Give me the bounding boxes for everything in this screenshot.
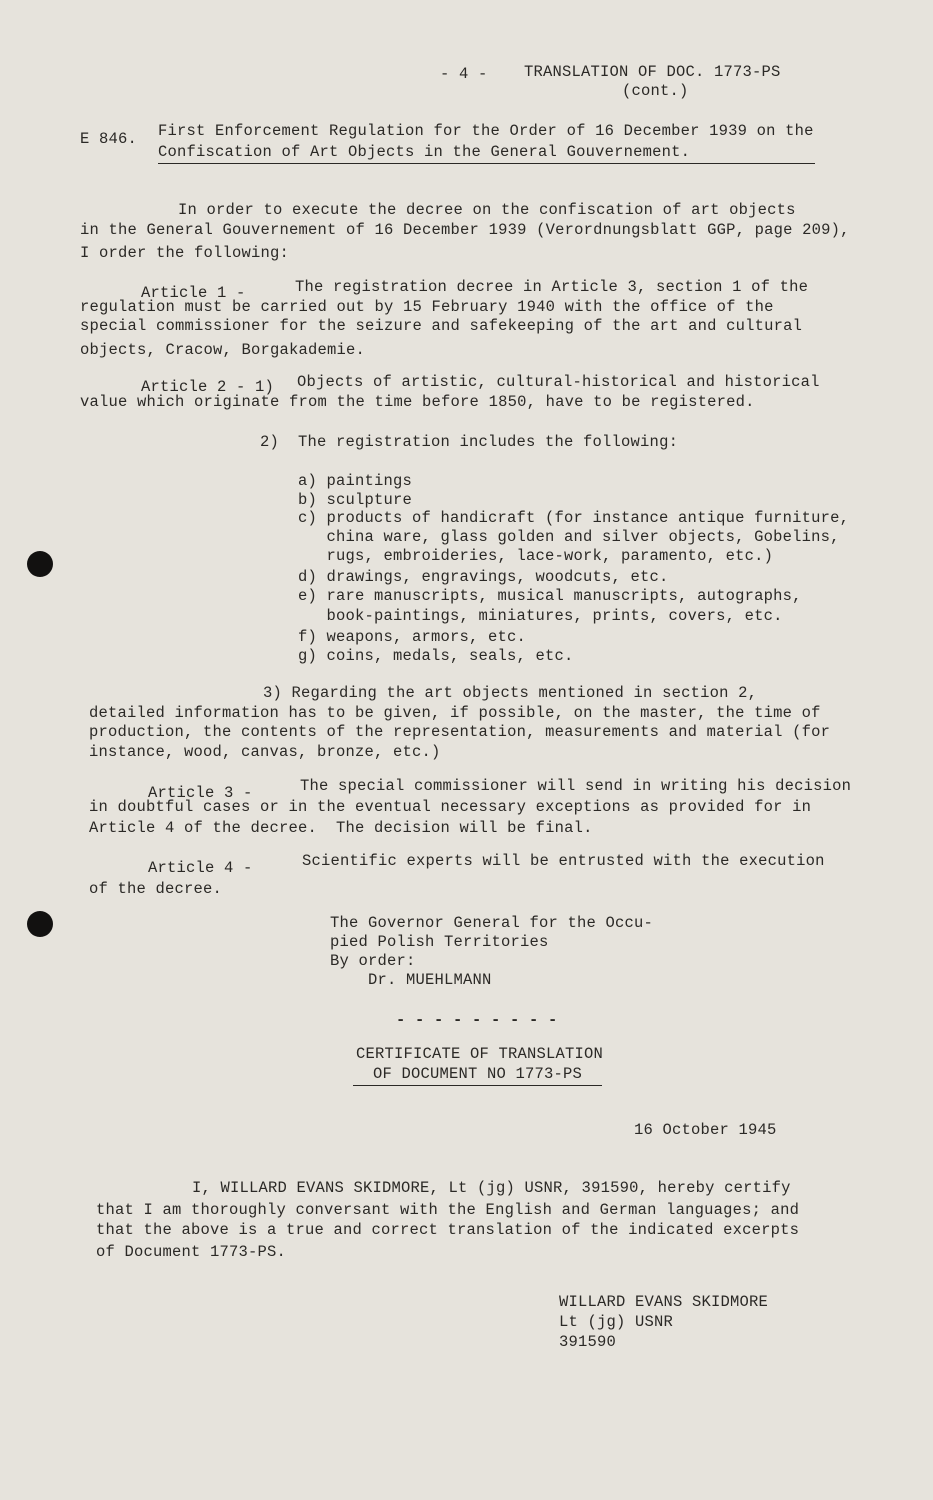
article1-line2: regulation must be carried out by 15 February 1940 with the office of the (80, 298, 774, 316)
certificate-date: 16 October 1945 (634, 1121, 777, 1139)
exhibit-reference: E 846. (80, 130, 138, 148)
article1-line3: special commissioner for the seizure and safekeeping of the art and cultural (80, 317, 803, 335)
article2-section3-line4: instance, wood, canvas, bronze, etc.) (89, 743, 441, 761)
certificate-title-line2: OF DOCUMENT NO 1773-PS (353, 1064, 602, 1086)
signature-line2: pied Polish Territories (330, 933, 549, 951)
article2-section3-line1: 3) Regarding the art objects mentioned in section 2, (263, 684, 758, 702)
item-f: f) weapons, armors, etc. (298, 628, 527, 646)
item-c-line1: c) products of handicraft (for instance antique furniture, (298, 509, 850, 527)
signature-line4: Dr. MUEHLMANN (330, 971, 492, 989)
certificate-title-line1: CERTIFICATE OF TRANSLATION (356, 1045, 604, 1063)
intro-line3: I order the following: (80, 244, 290, 262)
document-title-cont: (cont.) (622, 82, 689, 100)
signer-number: 391590 (559, 1333, 617, 1351)
article2-section3-line3: production, the contents of the representation, measurements and material (for (89, 723, 831, 741)
item-d: d) drawings, engravings, woodcuts, etc. (298, 568, 669, 586)
article3-line3: Article 4 of the decree. The decision will be final. (89, 819, 593, 837)
punch-hole-top (27, 551, 53, 577)
intro-line1: In order to execute the decree on the confiscation of art objects (178, 201, 796, 219)
regulation-title-line2: Confiscation of Art Objects in the General Gouvernement. (158, 142, 815, 164)
certificate-line4: of Document 1773-PS. (96, 1243, 287, 1261)
item-c-line3: rugs, embroideries, lace-work, paramento, etc.) (298, 547, 774, 565)
regulation-title-line1: First Enforcement Regulation for the Order of 16 December 1939 on the (158, 122, 814, 140)
article2-label: Article 2 - 1) (141, 378, 275, 396)
item-g: g) coins, medals, seals, etc. (298, 647, 574, 665)
article3-line1: The special commissioner will send in writing his decision (300, 777, 852, 795)
signature-line1: The Governor General for the Occu- (330, 914, 654, 932)
article4-line2: of the decree. (89, 880, 223, 898)
article4-label: Article 4 - (148, 859, 253, 877)
item-a: a) paintings (298, 472, 413, 490)
signer-rank: Lt (jg) USNR (559, 1313, 674, 1331)
article2-section2: 2) The registration includes the following: (260, 433, 679, 451)
article1-label: Article 1 - (141, 284, 246, 302)
article4-line1: Scientific experts will be entrusted with the execution (302, 852, 825, 870)
article1-line4: objects, Cracow, Borgakademie. (80, 341, 366, 359)
article3-line2: in doubtful cases or in the eventual necessary exceptions as provided for in (89, 798, 812, 816)
section-divider: - - - - - - - - - (396, 1011, 558, 1029)
certificate-line2: that I am thoroughly conversant with the English and German languages; and (96, 1201, 800, 1219)
punch-hole-bottom (27, 911, 53, 937)
article2-section3-line2: detailed information has to be given, if possible, on the master, the time of (89, 704, 821, 722)
article2-line2: value which originate from the time before 1850, have to be registered. (80, 393, 755, 411)
certificate-line1: I, WILLARD EVANS SKIDMORE, Lt (jg) USNR, 391590, hereby certify (192, 1179, 791, 1197)
article2-line1: Objects of artistic, cultural-historical and historical (297, 373, 820, 391)
article3-label: Article 3 - (148, 784, 253, 802)
certificate-line3: that the above is a true and correct translation of the indicated excerpts (96, 1221, 800, 1239)
article1-line1: The registration decree in Article 3, section 1 of the (295, 278, 809, 296)
intro-line2: in the General Gouvernement of 16 December 1939 (Verordnungsblatt GGP, page 209), (80, 221, 850, 239)
page-number: - 4 - (440, 65, 488, 83)
signature-line3: By order: (330, 952, 416, 970)
item-c-line2: china ware, glass golden and silver objects, Gobelins, (298, 528, 840, 546)
item-b: b) sculpture (298, 491, 413, 509)
item-e-line2: book-paintings, miniatures, prints, covers, etc. (298, 607, 783, 625)
document-title: TRANSLATION OF DOC. 1773-PS (524, 63, 781, 81)
item-e-line1: e) rare manuscripts, musical manuscripts, autographs, (298, 587, 802, 605)
signer-name: WILLARD EVANS SKIDMORE (559, 1293, 769, 1311)
